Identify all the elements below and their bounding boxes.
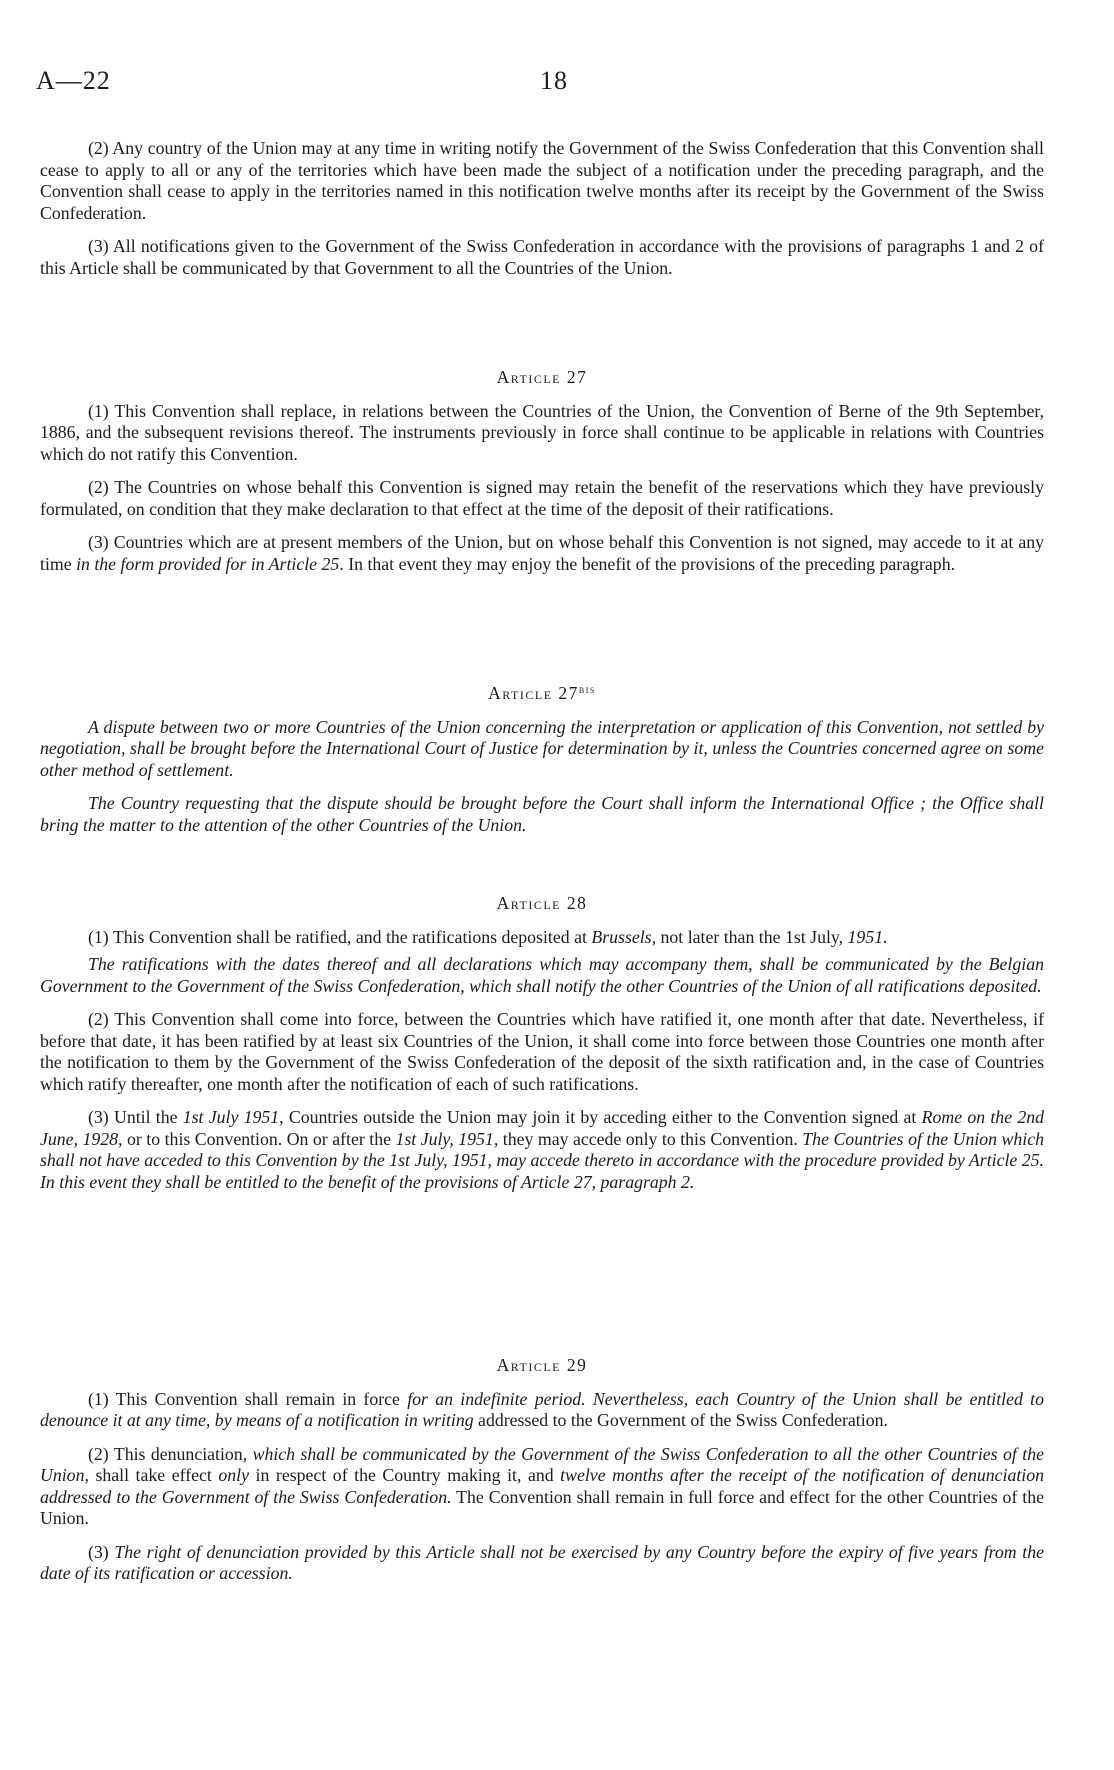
article-26-para-2: (2) Any country of the Union may at any time in writing notify the Government of the Swiss Confederation that this Convention shall cease to apply to all or any of the territories which have been made the subject of a notification under the preceding paragraph, and the Convention shall cease to apply in the territories named in this notification twelve months after its receipt by the Government of the Swiss Confederation. (40, 138, 1044, 223)
article-28-para-3: (3) Until the 1st July 1951, Countries outside the Union may join it by acceding either to the Convention signed at Rome on the 2nd June, 1928, or to this Convention. On or after the 1st July, 1951, they may accede only to this Convention. The Countries of the Union which shall not have acceded to this Convention by the 1st July, 1951, may accede thereto in accordance with the procedure provided by Article 25. In this event they shall be entitled to the benefit of the provisions of Article 27, paragraph 2. (40, 1107, 1045, 1192)
article-29-para-3: (3) The right of denunciation provided by this Article shall not be exercised by any Country before the expiry of five years from the date of its ratification or accession. (40, 1541, 1044, 1583)
article-28-para-1: (1) This Convention shall be ratified, and the ratifications deposited at Brussels, not later than the 1st July, 1951. (88, 926, 888, 947)
article-27 (40, 367, 1044, 587)
article-27bis (40, 680, 1044, 848)
article-27-para-1: (1) This Convention shall replace, in relations between the Countries of the Union, the Convention of Berne of the 9th September, 1886, and the subsequent revisions thereof. The instruments previously in force shall continue to be applicable in relations with Countries which do not ratify this Convention. (40, 400, 1044, 464)
article-28 (40, 893, 1044, 1205)
article-29 (40, 1355, 1044, 1597)
article-27-heading: Article 27 (496, 367, 588, 387)
article-27bis-para-1: A dispute between two or more Countries of the Union concerning the interpretation or application of this Convention, not settled by negotiation, shall be brought before the International Court of Justice for determination by it, unless the Countries concerned agree on some other method of settlement. (40, 716, 1044, 780)
article-28-heading: Article 28 (496, 893, 588, 913)
document-code: A—22 (36, 66, 111, 95)
article-28-para-1-continued: The ratifications with the dates thereof and all declarations which may accompany them, shall be communicated by the Belgian Government to the Government of the Swiss Confederation, which shall notify the other Countries of the Union of all ratifications deposited. (40, 954, 1044, 996)
article-26-para-3: (3) All notifications given to the Government of the Swiss Confederation in accordance with the provisions of paragraphs 1 and 2 of this Article shall be communicated by that Government to all the Countries of the Union. (40, 236, 1044, 278)
article-29-heading: Article 29 (496, 1355, 588, 1375)
article-29-para-2: (2) This denunciation, which shall be communicated by the Government of the Swiss Confederation to all the other Countries of the Union, shall take effect only in respect of the Country making it, and twelve months after the receipt of the notification of denunciation addressed to the Government of the Swiss Confederation. The Convention shall remain in full force and effect for the other Countries of the Union. (40, 1443, 1045, 1528)
article-27-para-3: (3) Countries which are at present members of the Union, but on whose behalf this Convention is not signed, may accede to it at any time in the form provided for in Article 25. In that event they may enjoy the benefit of the provisions of the preceding paragraph. (40, 532, 1044, 574)
article-27-para-2: (2) The Countries on whose behalf this Convention is signed may retain the benefit of the reservations which they have previously formulated, on condition that they make declaration to that effect at the time of the deposit of their ratifications. (40, 477, 1044, 519)
article-29-para-1: (1) This Convention shall remain in force for an indefinite period. Nevertheless, each Country of the Union shall be entitled to denounce it at any time, by means of a notification in writing addressed to the Government of the Swiss Confederation. (40, 1388, 1044, 1430)
article-26-continued (40, 138, 1044, 291)
article-27bis-para-2: The Country requesting that the dispute should be brought before the Court shall inform the International Office ; the Office shall bring the matter to the attention of the other Countries of the Union. (40, 793, 1044, 835)
page-number: 18 (540, 66, 568, 95)
article-28-para-2: (2) This Convention shall come into force, between the Countries which have ratified it, one month after that date. Nevertheless, if before that date, it has been ratified by at least six Countries of the Union, it shall come into force between those Countries one month after the notification to them by the Government of the Swiss Confederation of the deposit of the sixth ratification and, in the case of Countries which ratify thereafter, one month after the notification of each of such ratifications. (40, 1009, 1044, 1094)
article-27bis-heading: Article $27^{bis}$ (488, 683, 596, 703)
